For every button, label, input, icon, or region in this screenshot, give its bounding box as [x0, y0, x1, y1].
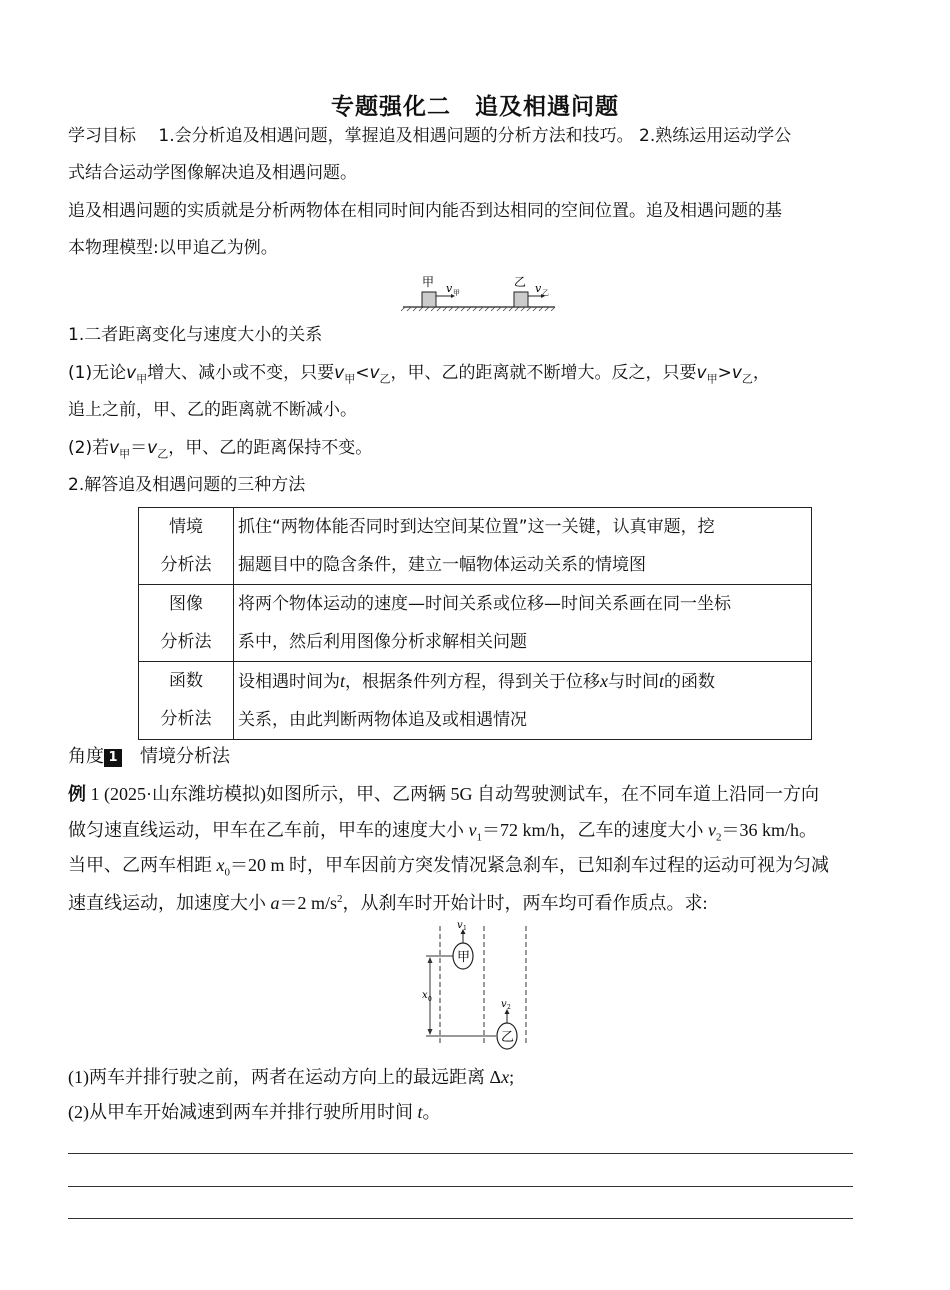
text: (1)无论 — [68, 363, 127, 383]
block-a-label: 甲 — [422, 275, 435, 289]
method-description — [234, 585, 812, 662]
x-symbol: x — [216, 855, 225, 875]
v1-label: v — [457, 920, 463, 931]
v-symbol: v — [334, 363, 345, 383]
method-name-line1: 函数 — [169, 671, 203, 691]
example-line2 — [68, 817, 888, 851]
method-name — [139, 662, 234, 740]
sub-yi: 乙 — [379, 372, 391, 386]
method-name — [139, 585, 234, 662]
text: 设相遇时间为 — [238, 672, 340, 692]
example-line3 — [68, 852, 888, 886]
v1-sub: 1 — [463, 925, 467, 932]
goals-text-1: 1.会分析追及相遇问题，掌握追及相遇问题的分析方法和技巧。 2.熟练运用运动学公 — [158, 126, 792, 146]
x0-sub: 0 — [428, 996, 432, 1003]
velocity-b-label: v — [535, 282, 542, 295]
text: 1 (2025·山东潍坊模拟)如图所示，甲、乙两辆 5G 自动驾驶测试车，在不同车道上沿同一方向 — [86, 784, 819, 804]
method-name-line1: 图像 — [169, 594, 203, 614]
example-label: 例 — [68, 784, 86, 804]
intro-text-1: 追及相遇问题的实质就是分析两物体在相同时间内能否到达相同的空间位置。追及相遇问题的基 — [68, 201, 782, 221]
method-description — [234, 508, 812, 585]
v-symbol: v — [369, 363, 380, 383]
desc-line2: 关系，由此判断两物体追及或相遇情况 — [238, 710, 527, 730]
text: (2)若 — [68, 438, 110, 458]
section1-paragraph1-line2: 追上之前，甲、乙的距离就不断减小。 — [68, 400, 357, 420]
text: (1)两车并排行驶之前，两者在运动方向上的最远距离 Δ — [68, 1067, 502, 1087]
t-symbol: t — [417, 1102, 423, 1122]
car-a-label: 甲 — [457, 950, 471, 965]
text: 速直线运动，加速度大小 — [68, 893, 271, 913]
a-symbol: a — [270, 893, 280, 913]
text: ＝36 km/h。 — [721, 820, 818, 840]
method-name-line2: 分析法 — [160, 632, 212, 652]
sub-jia: 甲 — [706, 372, 718, 386]
sub-2: 2 — [716, 831, 722, 844]
x-symbol: x — [600, 671, 609, 691]
desc-line1: 将两个物体运动的速度—时间关系或位移—时间关系画在同一坐标 — [238, 594, 731, 614]
v-symbol: v — [147, 438, 158, 458]
velocity-a-label: v — [446, 282, 453, 295]
example-line1 — [68, 781, 888, 807]
desc-line2: 系中，然后利用图像分析求解相关问题 — [238, 632, 527, 652]
angle-heading — [68, 744, 888, 770]
text: ， — [752, 363, 770, 383]
goals-text-2: 式结合运动学图像解决追及相遇问题。 — [68, 163, 357, 183]
sub-yi: 乙 — [741, 372, 753, 386]
table-row — [139, 662, 812, 740]
page-title: 专题强化二 追及相遇问题 — [331, 94, 619, 120]
question-1 — [68, 1064, 888, 1090]
v-symbol: v — [468, 820, 477, 840]
sub-yi: 乙 — [157, 447, 169, 461]
method-name — [139, 508, 234, 585]
methods-table — [138, 507, 812, 740]
x-symbol: x — [501, 1067, 510, 1087]
text: 增大、减小或不变，只要 — [147, 363, 335, 383]
section1-paragraph1 — [68, 360, 888, 392]
goals-label: 学习目标 — [68, 126, 136, 146]
sub-jia: 甲 — [119, 447, 131, 461]
v-symbol: v — [696, 363, 707, 383]
example-line4 — [68, 886, 888, 916]
answer-line[interactable] — [68, 1153, 853, 1154]
v-symbol: v — [109, 438, 120, 458]
text: ，根据条件列方程，得到关于位移 — [345, 672, 601, 692]
section2-heading: 2.解答追及相遇问题的三种方法 — [68, 475, 306, 495]
section1-paragraph2 — [68, 435, 888, 467]
v-symbol: v — [731, 363, 742, 383]
text: ; — [509, 1067, 515, 1087]
equals: ＝ — [130, 438, 148, 458]
text: 与时间 — [608, 672, 660, 692]
desc-line1: 抓住“两物体能否同时到达空间某位置”这一关键，认真审题，挖 — [238, 517, 715, 537]
velocity-b-sub: 乙 — [542, 289, 549, 297]
intro-text-2: 本物理模型:以甲追乙为例。 — [68, 238, 278, 258]
lanes-figure — [412, 918, 542, 1058]
answer-line[interactable] — [68, 1218, 853, 1219]
velocity-a-sub: 甲 — [453, 289, 460, 297]
method-description — [234, 662, 812, 740]
text: 当甲、乙两车相距 — [68, 855, 217, 875]
text: 的函数 — [664, 672, 716, 692]
chase-model-figure — [395, 270, 565, 314]
block-b-label: 乙 — [514, 275, 527, 289]
t-symbol: t — [659, 671, 665, 691]
desc-line2: 掘题目中的隐含条件，建立一幅物体运动关系的情境图 — [238, 555, 646, 575]
text: ，从刹车时开始计时，两车均可看作质点。求: — [342, 893, 708, 913]
block-a — [422, 292, 436, 307]
method-name-line1: 情境 — [169, 517, 203, 537]
answer-line[interactable] — [68, 1186, 853, 1187]
angle-number-badge: 1 — [104, 749, 122, 767]
angle-label: 角度 — [68, 746, 104, 767]
learning-goals — [68, 123, 888, 149]
method-name-line2: 分析法 — [160, 709, 212, 729]
sub-jia: 甲 — [136, 372, 148, 386]
v-symbol: v — [126, 363, 137, 383]
method-name-line2: 分析法 — [160, 555, 212, 575]
text: ，甲、乙的距离保持不变。 — [168, 438, 373, 458]
text: ＝20 m 时，甲车因前方突发情况紧急刹车，已知刹车过程的运动可视为匀减 — [230, 855, 829, 875]
text: 做匀速直线运动，甲车在乙车前，甲车的速度大小 — [68, 820, 469, 840]
question-2 — [68, 1099, 888, 1125]
sub-1: 1 — [476, 831, 482, 844]
table-row — [139, 585, 812, 662]
block-b — [514, 292, 528, 307]
sub-jia: 甲 — [344, 372, 356, 386]
text: ＝2 m/s — [279, 893, 338, 913]
angle-text: 情境分析法 — [140, 746, 230, 767]
text: 。 — [422, 1102, 441, 1122]
section1-heading: 1.二者距离变化与速度大小的关系 — [68, 325, 323, 345]
table-row — [139, 508, 812, 585]
v2-sub: 2 — [507, 1004, 511, 1011]
v-symbol: v — [708, 820, 717, 840]
sup-2: 2 — [337, 893, 343, 905]
t-symbol: t — [340, 671, 346, 691]
text: (2)从甲车开始减速到两车并排行驶所用时间 — [68, 1102, 418, 1122]
x0-label: x — [422, 990, 428, 1001]
sub-0: 0 — [224, 866, 230, 879]
car-b-label: 乙 — [501, 1030, 515, 1045]
v2-label: v — [501, 999, 507, 1010]
text: ＝72 km/h，乙车的速度大小 — [482, 820, 709, 840]
text: ，甲、乙的距离就不断增大。反之，只要 — [390, 363, 697, 383]
less-than: < — [355, 363, 370, 383]
greater-than: > — [717, 363, 732, 383]
